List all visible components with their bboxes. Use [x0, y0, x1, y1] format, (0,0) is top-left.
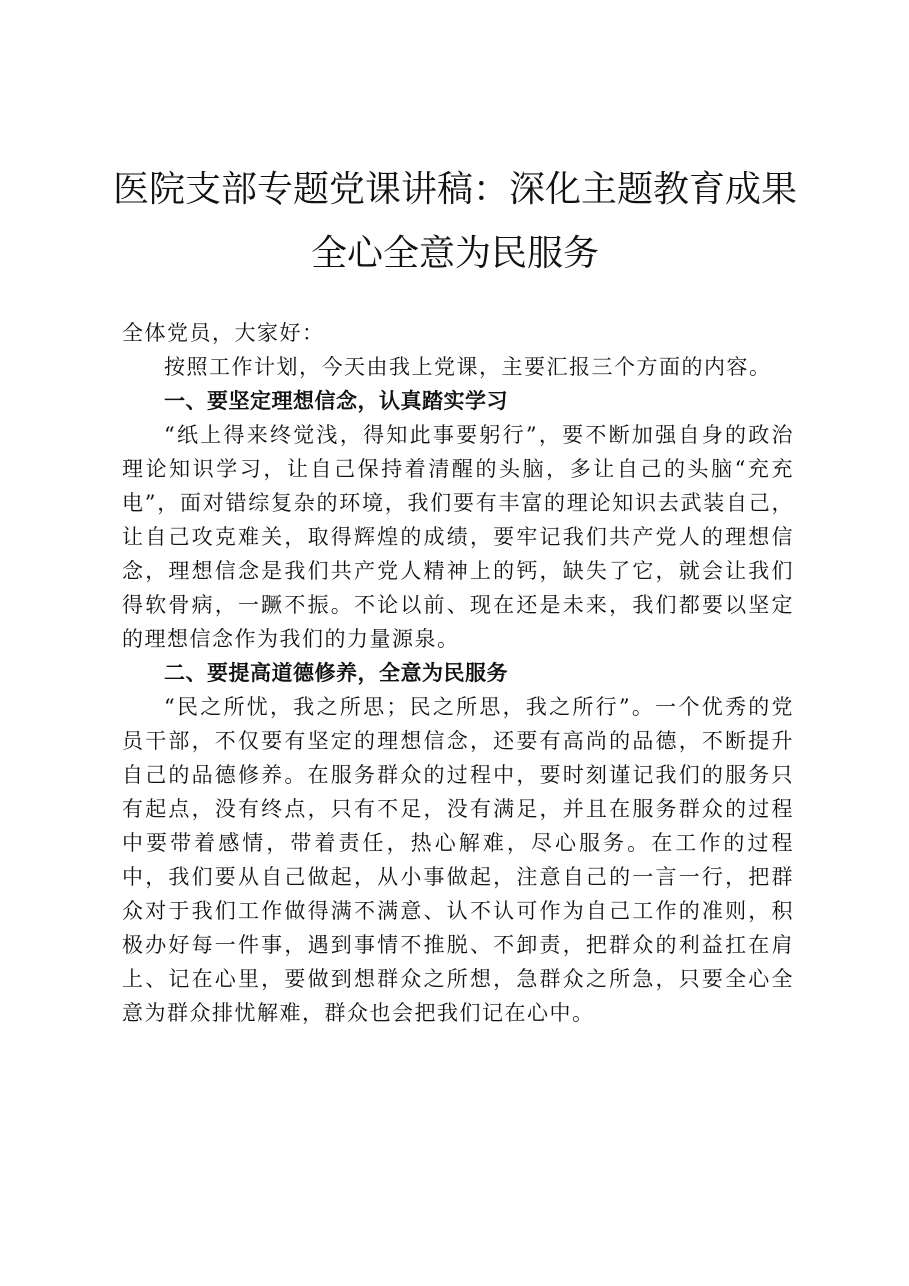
document-body: [122, 316, 794, 1030]
section-heading-2: 二、要提高道德修养，全意为民服务: [164, 661, 508, 685]
section-heading-1: 一、要坚定理想信念，认真踏实学习: [164, 389, 508, 413]
document-title: 医院支部专题党课讲稿：深化主题教育成果全心全意为民服务: [112, 169, 797, 274]
intro-paragraph: 按照工作计划，今天由我上党课，主要汇报三个方面的内容。: [164, 355, 772, 379]
salutation: 全体党员，大家好：: [122, 321, 325, 345]
section-paragraph-1: “纸上得来终觉浅，得知此事要躬行”，要不断加强自身的政治理论知识学习，让自己保持着清醒的头脑，多让自己的头脑“充充电”，面对错综复杂的环境，我们要有丰富的理论知识去武装自己，让自己攻克难关，取得辉煌的成绩，要牢记我们共产党人的理想信念，理想信念是我们共产党人精神上的钙，缺失了它，就会让我们得软骨病，一蹶不振。不论以前、现在还是未来，我们都要以坚定的理想信念作为我们的力量源泉。: [122, 423, 794, 651]
section-paragraph-2: “民之所忧，我之所思；民之所思，我之所行”。一个优秀的党员干部，不仅要有坚定的理想信念，还要有高尚的品德，不断提升自己的品德修养。在服务群众的过程中，要时刻谨记我们的服务只有起点，没有终点，只有不足，没有满足，并且在服务群众的过程中要带着感情，带着责任，热心解难，尽心服务。在工作的过程中，我们要从自己做起，从小事做起，注意自己的一言一行，把群众对于我们工作做得满不满意、认不认可作为自己工作的准则，积极办好每一件事，遇到事情不推脱、不卸责，把群众的利益扛在肩上、记在心里，要做到想群众之所想，急群众之所急，只要全心全意为群众排忧解难，群众也会把我们记在心中。: [122, 695, 794, 1025]
